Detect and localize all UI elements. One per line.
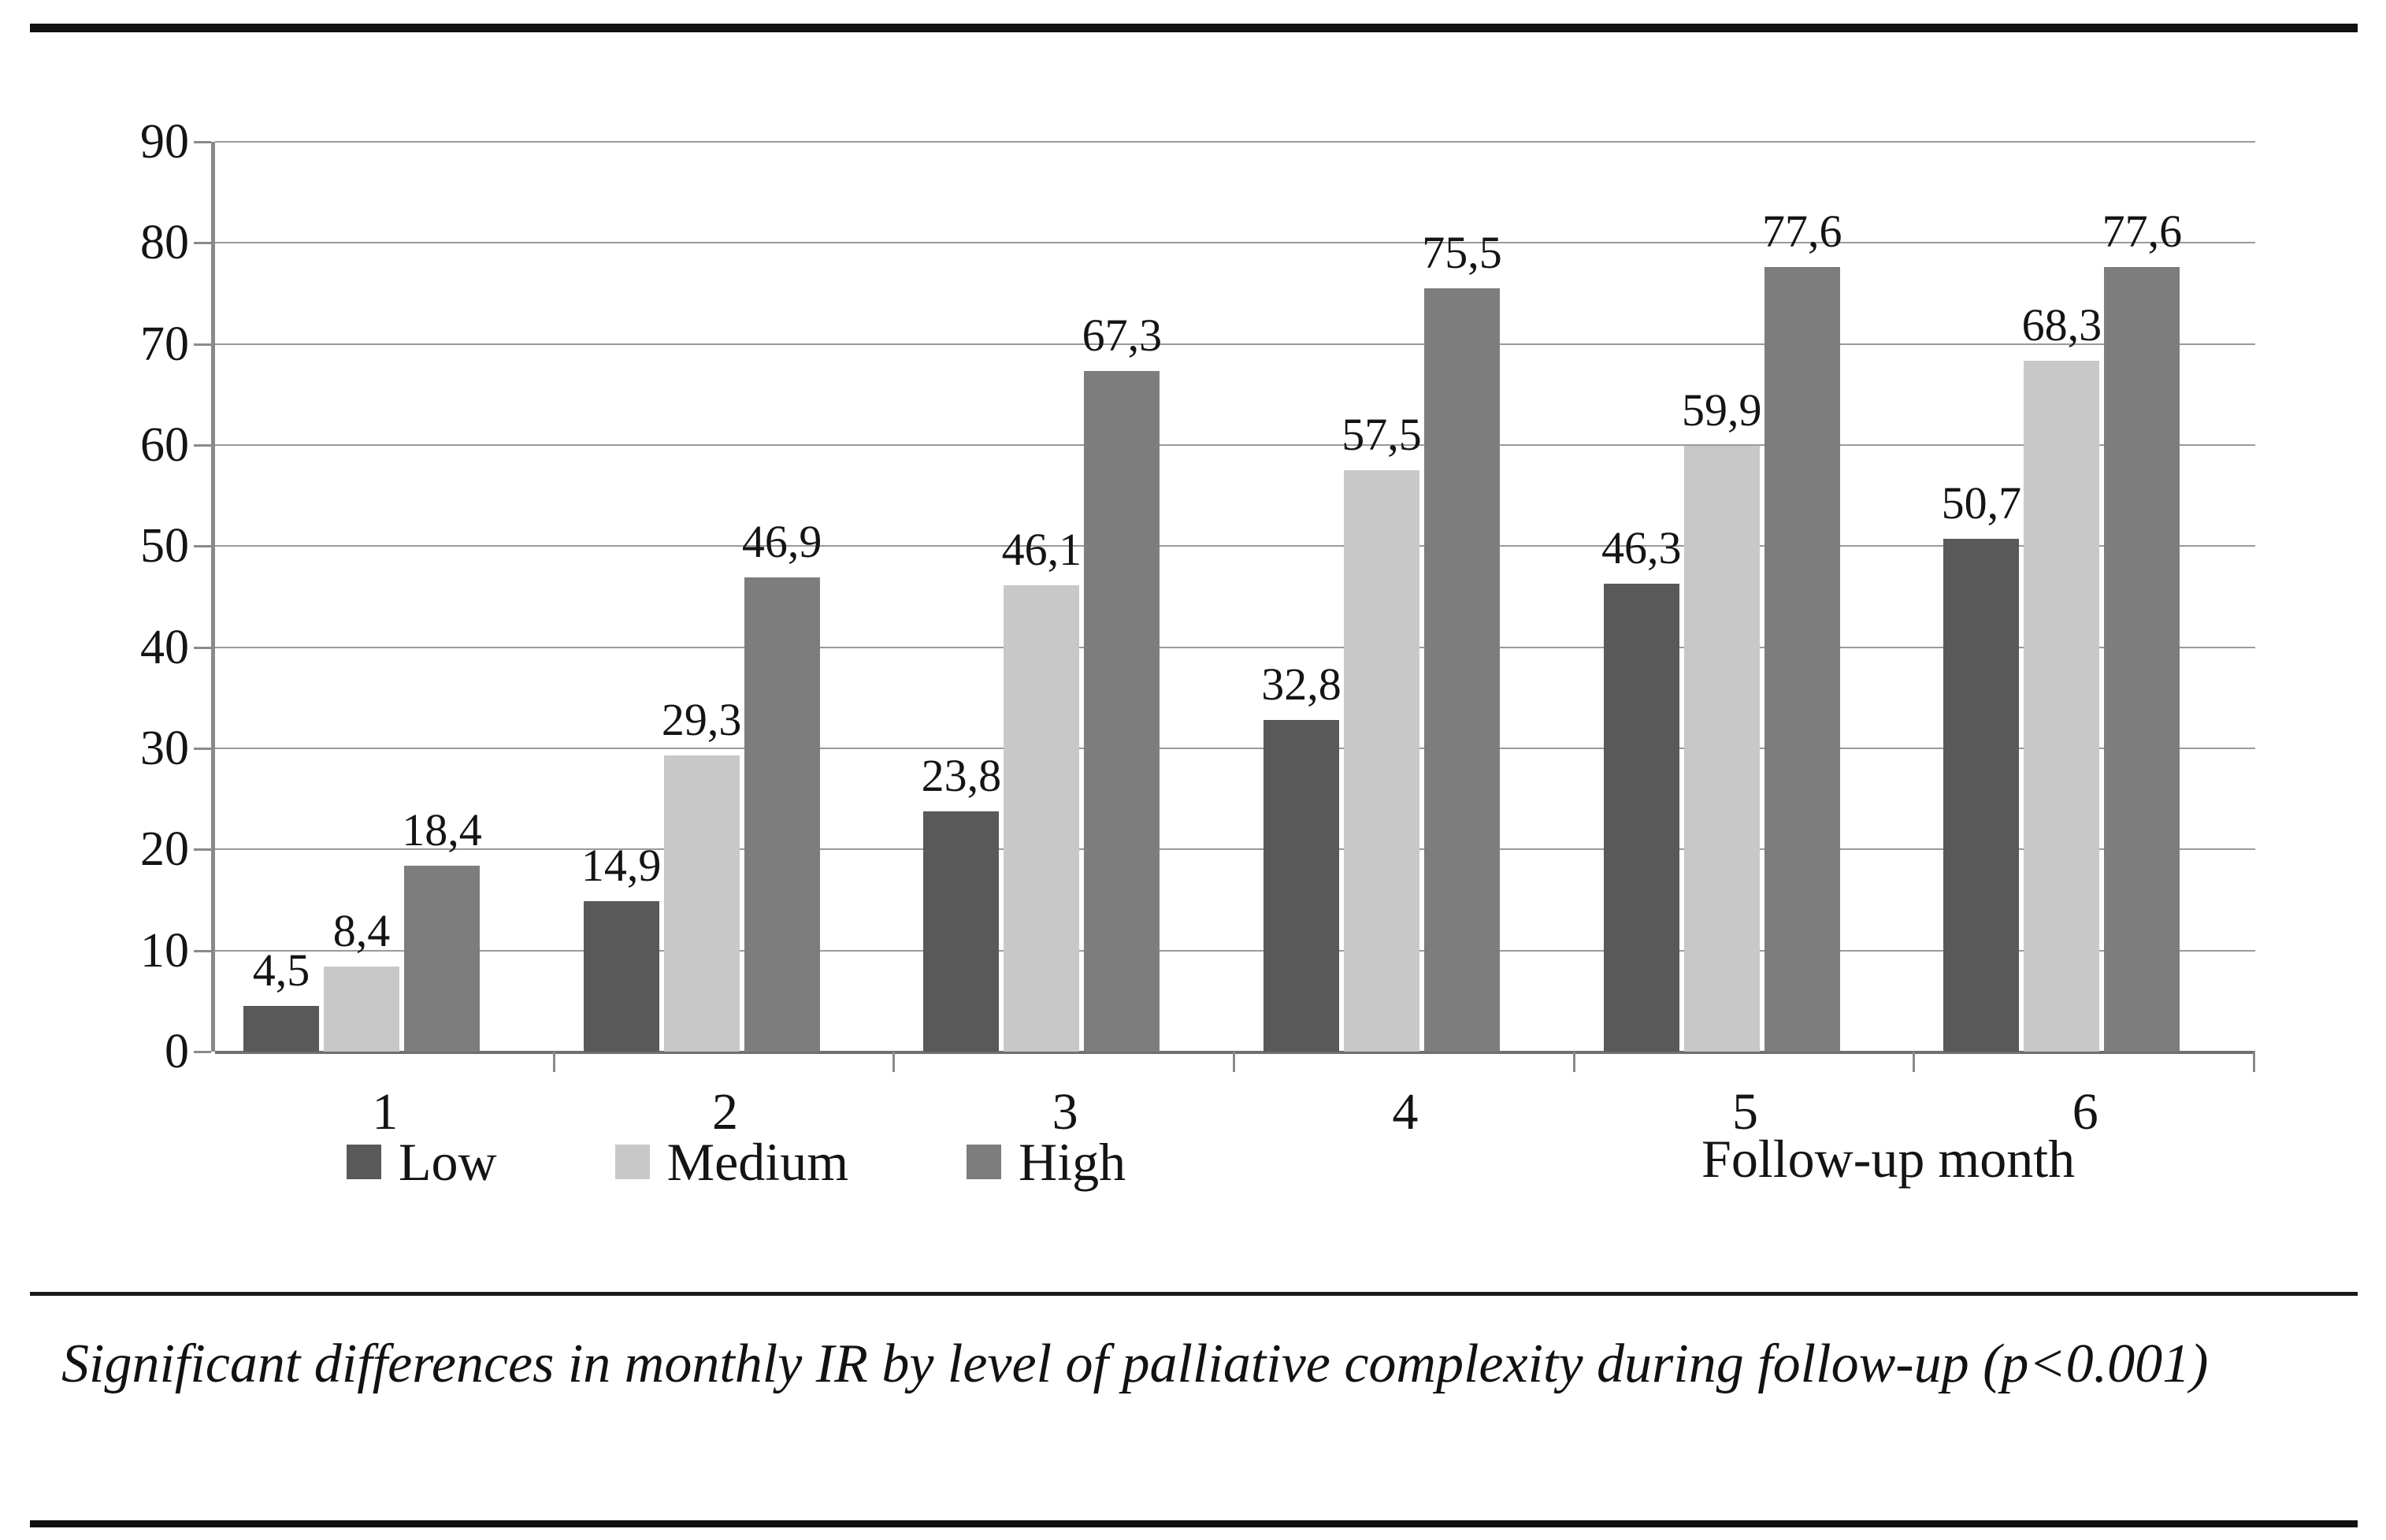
- y-tick-mark: [194, 343, 211, 346]
- y-tick-mark: [194, 1051, 211, 1053]
- bar-value-label: 14,9: [581, 839, 662, 891]
- bar-med: [1001, 524, 1082, 1052]
- bottom-rule: [30, 1520, 2358, 1527]
- x-tick-label: 5: [1732, 1083, 1759, 1141]
- bar-group: [1235, 142, 1575, 1052]
- x-axis-title: Follow-up month: [1701, 1129, 2076, 1189]
- y-axis-labels: [63, 115, 189, 1078]
- y-tick-mark: [194, 242, 211, 244]
- chart-legend: [347, 1126, 1244, 1197]
- bar-low: [1261, 659, 1341, 1052]
- bar-value-label: 29,3: [661, 693, 742, 745]
- bar-group-bars: [895, 142, 1235, 1052]
- x-tick-cell: [215, 1052, 555, 1075]
- x-tick-mark: [2253, 1052, 2255, 1072]
- bar-value-label: 57,5: [1341, 409, 1422, 461]
- y-tick-label: 40: [140, 620, 189, 674]
- y-tick-mark: [194, 444, 211, 447]
- bar-value-label: 68,3: [2021, 299, 2102, 351]
- bar-group-bars: [555, 142, 896, 1052]
- y-tick-label: 90: [140, 115, 189, 169]
- y-tick-label: 80: [140, 216, 189, 270]
- x-tick-label: 4: [1392, 1083, 1419, 1141]
- bar-high: [402, 803, 482, 1052]
- bar-group-bars: [215, 142, 555, 1052]
- bar-low: [921, 749, 1002, 1052]
- bar-group: [555, 142, 896, 1052]
- y-tick-mark: [194, 647, 211, 649]
- bar-low: [1941, 477, 2022, 1052]
- bar-group-bars: [1915, 142, 2255, 1052]
- y-tick-mark: [194, 848, 211, 851]
- bar-chart: [0, 71, 2386, 1245]
- bar-value-label: 50,7: [1941, 477, 2022, 529]
- legend-item: [967, 1132, 1126, 1192]
- bar-value-label: 4,5: [252, 944, 310, 996]
- top-rule: [30, 24, 2358, 32]
- figure-caption: Significant differences in monthly IR by level of palliative complexity during follow-up (p<0.001): [61, 1334, 2209, 1394]
- legend-swatch-icon: [967, 1145, 1001, 1179]
- y-tick-mark: [194, 748, 211, 750]
- y-tick-label: 20: [140, 822, 189, 877]
- bar-group-bars: [1575, 142, 1916, 1052]
- legend-swatch-icon: [615, 1145, 650, 1179]
- x-tick-cell: [1915, 1052, 2255, 1075]
- caption-divider-rule: [30, 1292, 2358, 1296]
- bar-value-label: 46,9: [741, 516, 822, 568]
- y-tick-label: 0: [165, 1025, 189, 1078]
- y-tick-label: 10: [140, 923, 189, 978]
- x-tick-cell: [555, 1052, 896, 1075]
- bar-value-label: 8,4: [332, 905, 391, 957]
- y-tick-mark: [194, 545, 211, 547]
- bar-low: [1601, 521, 1682, 1052]
- bar-low: [581, 839, 662, 1052]
- bar-med: [324, 905, 399, 1052]
- y-tick-label: 70: [140, 317, 189, 371]
- bar-med: [1681, 384, 1762, 1052]
- x-tick-label: 3: [1052, 1083, 1078, 1141]
- x-tick-label: 2: [712, 1083, 738, 1141]
- bar-value-label: 59,9: [1681, 384, 1762, 436]
- legend-swatch-icon: [347, 1145, 381, 1179]
- y-tick-label: 50: [140, 519, 189, 573]
- bar-value-label: 23,8: [921, 749, 1002, 801]
- bar-high: [2102, 206, 2183, 1052]
- bar-value-label: 18,4: [402, 803, 482, 855]
- x-tick-label: 6: [2072, 1083, 2098, 1141]
- bar-value-label: 46,1: [1001, 524, 1082, 576]
- legend-label: Medium: [666, 1132, 849, 1192]
- bar-group: [215, 142, 555, 1052]
- bar-group-bars: [1235, 142, 1575, 1052]
- bar-med: [2021, 299, 2102, 1052]
- y-tick-label: 30: [140, 722, 189, 775]
- bar-value-label: 32,8: [1261, 659, 1341, 711]
- y-tick-label: 60: [140, 418, 189, 472]
- x-axis-ticks: [215, 1052, 2255, 1075]
- x-tick-cell: [895, 1052, 1235, 1075]
- bar-groups: [215, 142, 2255, 1052]
- bar-value-label: 77,6: [1761, 206, 1842, 258]
- bar-high: [741, 516, 822, 1052]
- bar-value-label: 67,3: [1082, 310, 1163, 362]
- y-tick-mark: [194, 141, 211, 143]
- bar-value-label: 77,6: [2102, 206, 2183, 258]
- legend-label: High: [1019, 1132, 1126, 1192]
- x-tick-cell: [1235, 1052, 1575, 1075]
- bar-value-label: 46,3: [1601, 521, 1682, 573]
- bar-low: [243, 944, 319, 1052]
- x-tick-cell: [1575, 1052, 1916, 1075]
- y-tick-mark: [194, 950, 211, 952]
- bar-med: [1341, 409, 1422, 1052]
- legend-item: [615, 1132, 849, 1192]
- bar-high: [1761, 206, 1842, 1052]
- bar-med: [661, 693, 742, 1052]
- bar-high: [1422, 227, 1502, 1052]
- bar-group: [1575, 142, 1916, 1052]
- bar-value-label: 75,5: [1422, 227, 1502, 279]
- legend-label: Low: [399, 1132, 497, 1192]
- x-tick-label: 1: [372, 1083, 399, 1141]
- legend-item: [347, 1132, 497, 1192]
- bar-high: [1082, 310, 1163, 1052]
- bar-group: [895, 142, 1235, 1052]
- bar-group: [1915, 142, 2255, 1052]
